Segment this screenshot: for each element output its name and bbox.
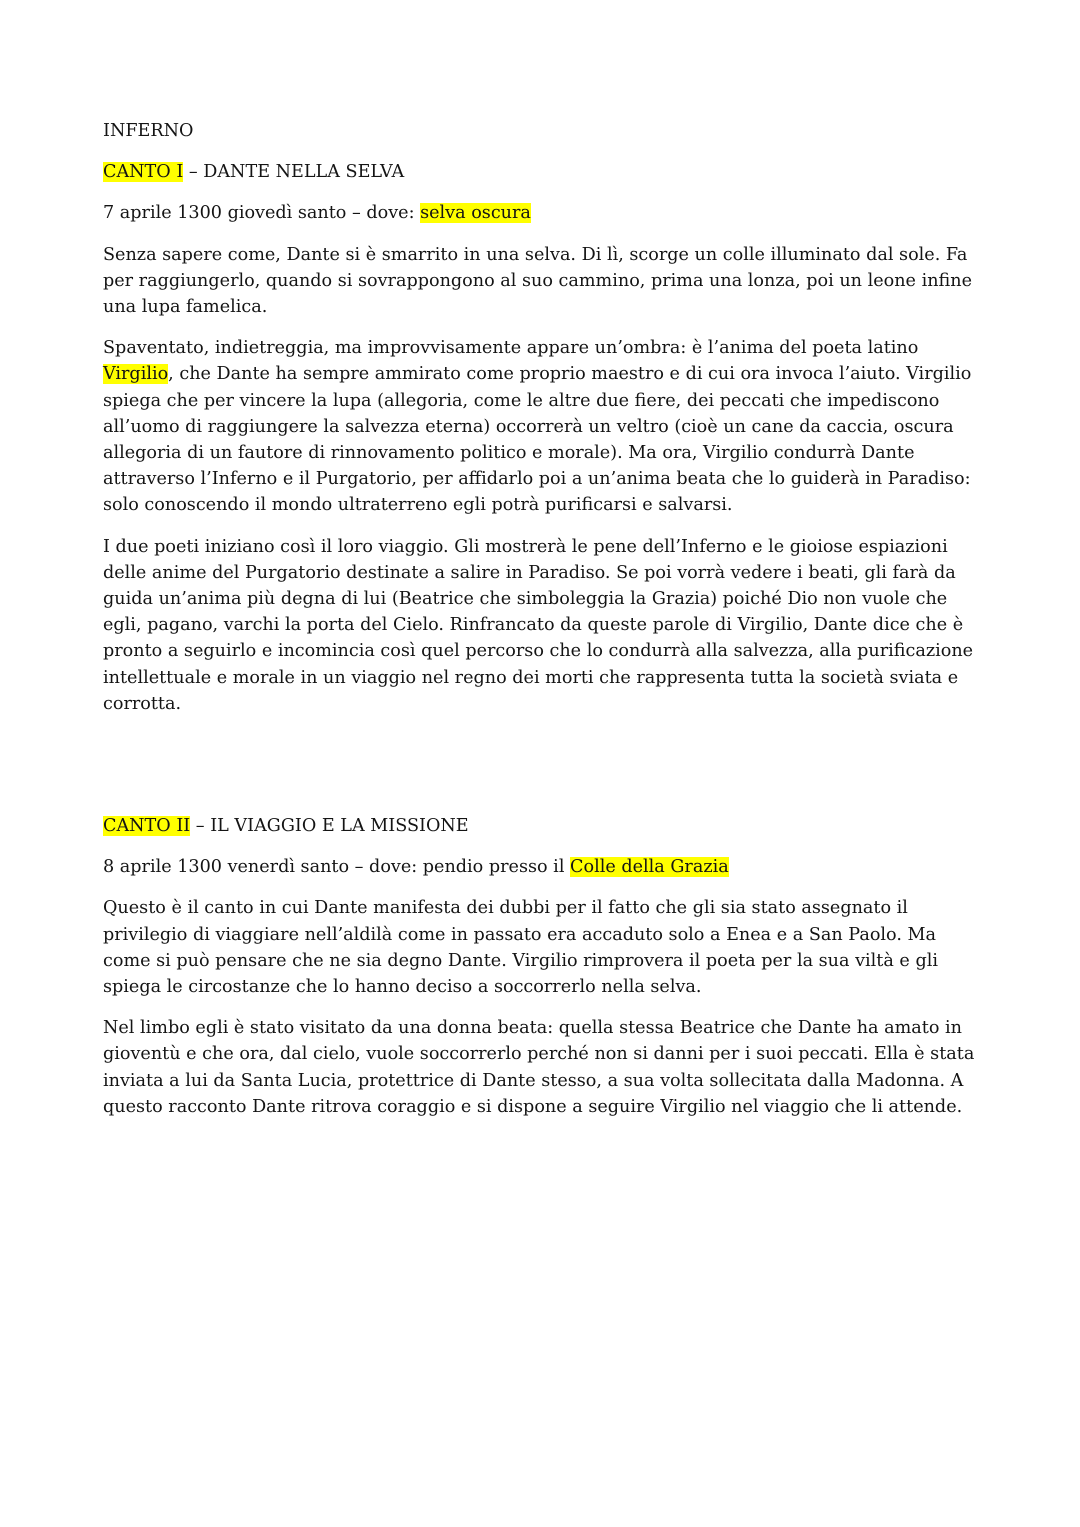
canto1-subtitle: – DANTE NELLA SELVA: [183, 162, 405, 183]
section-gap: [103, 717, 983, 813]
canto1-heading: [103, 159, 983, 185]
canto2-label: CANTO II: [103, 816, 191, 837]
doc-title: [103, 118, 983, 144]
canto1-date-place: selva oscura: [420, 203, 531, 224]
canto2-heading: [103, 813, 983, 839]
canto1-paragraph-1: Senza sapere come, Dante si è smarrito in una selva. Di lì, scorge un colle illuminato dal sole. Fa per raggiungerlo, quando si sovrappongono al suo cammino, prima una lonza, poi un leone infine una lupa famelica.: [103, 244, 973, 318]
canto1-label: CANTO I: [103, 162, 184, 183]
canto1-date-prefix: 7 aprile 1300 giovedì santo – dove:: [103, 203, 421, 224]
canto2-date-prefix: 8 aprile 1300 venerdì santo – dove: pendio presso il: [103, 857, 571, 878]
canto1-paragraph-3: I due poeti iniziano così il loro viaggio. Gli mostrerà le pene dell’Inferno e le gioiose espiazioni delle anime del Purgatorio destinate a salire in Paradiso. Se poi vorrà vedere i beati, gli farà da guida un’anima più degna di lui (Beatrice che simboleggia la Grazia) poiché Dio non vuole che egli, pagano, varchi la porta del Cielo. Rinfrancato da queste parole di Virgilio, Dante dice che è pronto a seguirlo e incomincia così quel percorso che lo condurrà alla salvezza, alla purificazione intellettuale e morale in un viaggio nel regno dei morti che rappresenta tutta la società sviata e corrotta.: [103, 536, 974, 714]
canto1-paragraph-2: [103, 335, 983, 518]
canto2-subtitle: – IL VIAGGIO E LA MISSIONE: [190, 816, 469, 837]
canto2-paragraph-2: Nel limbo egli è stato visitato da una donna beata: quella stessa Beatrice che Dante ha amato in gioventù e che ora, dal cielo, vuole soccorrerlo perché non si danni per i suoi peccati. Ella è stata inviata a lui da Santa Lucia, protettrice di Dante stesso, a sua volta sollecitata dalla Madonna. A questo racconto Dante ritrova coraggio e si dispone a seguire Virgilio nel viaggio che li attende.: [103, 1018, 975, 1117]
document-page: [103, 118, 983, 1120]
canto1-p2-highlight: Virgilio: [103, 364, 169, 385]
canto2-date-place: Colle della Grazia: [570, 857, 729, 878]
doc-title-text: INFERNO: [103, 121, 194, 141]
canto2-paragraph-1: Questo è il canto in cui Dante manifesta dei dubbi per il fatto che gli sia stato assegnato il privilegio di viaggiare nell’aldilà come in passato era accaduto solo a Enea e a San Paolo. Ma come si può pensare che ne sia degno Dante. Virgilio rimprovera il poeta per la sua viltà e gli spiega le circostanze che lo hanno deciso a soccorrerlo nella selva.: [103, 898, 938, 998]
canto1-p2-rest: , che Dante ha sempre ammirato come proprio maestro e di cui ora invoca l’aiuto. Virgilio spiega che per vincere la lupa (allegoria, come le altre due fiere, dei peccati che impediscono all’uomo di raggiungere la salvezza eterna) occorrerà un veltro (cioè un cane da caccia, oscura allegoria di un fautore di rinnovamento politico e morale). Ma ora, Virgilio condurrà Dante attraverso l’Inferno e il Purgatorio, per affidarlo poi a un’anima beata che lo guiderà in Paradiso: solo conoscendo il mondo ultraterreno egli potrà purificarsi e salvarsi.: [103, 364, 972, 516]
canto1-date: [103, 200, 983, 226]
canto1-p2-start: Spaventato, indietreggia, ma improvvisamente appare un’ombra: è l’anima del poeta latino: [103, 338, 919, 359]
canto2-date: [103, 854, 983, 880]
